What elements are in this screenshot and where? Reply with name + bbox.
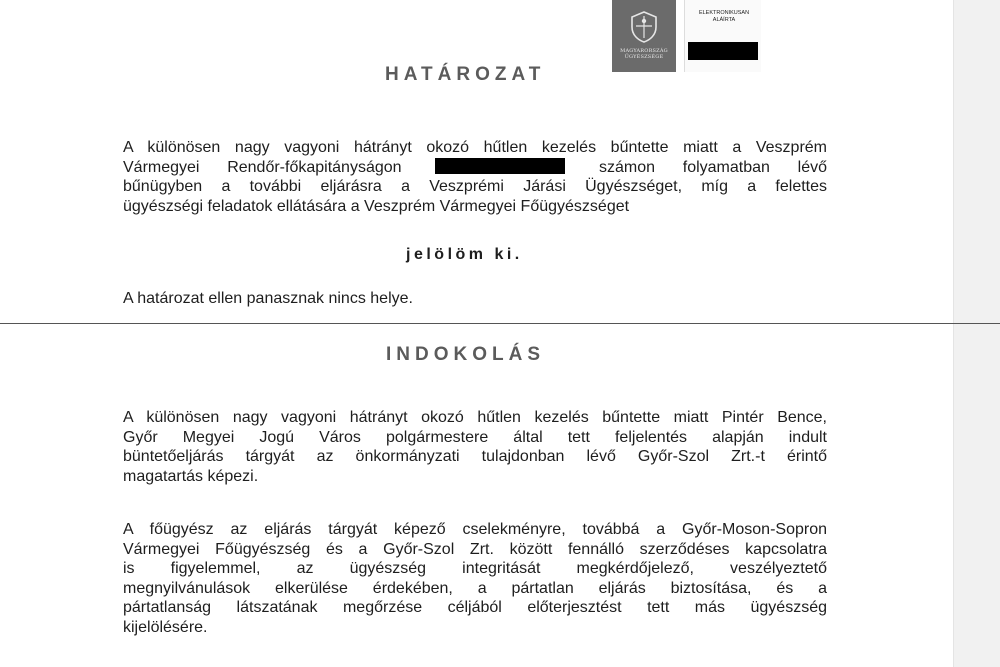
reasoning2-line-5: pártatlanság látszatának megőrzése céljából előterjesztést tett más ügyészség [123, 599, 827, 616]
page-margin-strip [953, 0, 1000, 667]
decision-line-2 [123, 158, 827, 178]
reasoning1-line-3: büntetőeljárás tárgyát az önkormányzati tulajdonban lévő Győr-Szol Zrt.-t érintő [123, 448, 827, 465]
decision-line-3: bűnügyben a további eljárásra a Veszprémi Járási Ügyészséget, míg a felettes [123, 178, 827, 195]
decision-paragraph [123, 138, 827, 216]
reasoning-heading: INDOKOLÁS [386, 344, 545, 365]
reasoning1-line-2: Győr Megyei Jogú Város polgármestere által tett feljelentés alapján indult [123, 428, 827, 446]
reasoning-paragraph-2 [123, 520, 827, 637]
signature-label: ELEKTRONIKUSAN ALÁÍRTA [698, 10, 750, 23]
page-break-line [0, 323, 1000, 324]
coat-of-arms-icon [629, 10, 659, 44]
seal-caption [620, 48, 668, 60]
reasoning2-line-2: Vármegyei Főügyészség és a Győr-Szol Zrt. között fennálló szerződéses kapcsolatra [123, 540, 827, 558]
seal-caption-line2: ÜGYÉSZSÉGE [624, 54, 664, 60]
signer-redaction [688, 42, 758, 60]
decision-heading: HATÁROZAT [385, 64, 546, 85]
decision-verb: jelölöm ki. [406, 246, 523, 263]
reasoning1-line-4: magatartás képezi. [123, 467, 259, 485]
reasoning2-line-1: A főügyész az eljárás tárgyát képező cselekményre, továbbá a Győr-Moson-Sopron [123, 521, 827, 538]
reasoning2-line-4: megnyilvánulások elkerülése érdekében, a pártatlan eljárás biztosítása, és a [123, 579, 827, 597]
decision-line-4: ügyészségi feladatok ellátására a Veszprém Vármegyei Főügyészséget [123, 197, 630, 215]
seal-caption-line1: MAGYARORSZÁG [620, 48, 668, 54]
reasoning2-line-3: is figyelemmel, az ügyészség integritását megkérdőjelező, veszélyeztető [123, 560, 827, 577]
no-appeal-notice: A határozat ellen panasznak nincs helye. [123, 290, 413, 307]
reasoning1-line-1: A különösen nagy vagyoni hátrányt okozó hűtlen kezelés bűntette miatt Pintér Bence, [123, 409, 827, 426]
decision-line-2-start: Vármegyei Rendőr-főkapitányságon [123, 158, 402, 176]
prosecution-seal [612, 0, 676, 72]
decision-line-1: A különösen nagy vagyoni hátrányt okozó hűtlen kezelés bűntette miatt a Veszprém [123, 139, 827, 156]
reasoning2-line-6: kijelölésére. [123, 618, 208, 636]
decision-line-2-end: számon folyamatban lévő [599, 158, 828, 176]
electronic-signature-block [684, 0, 761, 72]
reasoning-paragraph-1 [123, 408, 827, 486]
case-number-redaction [435, 158, 565, 174]
